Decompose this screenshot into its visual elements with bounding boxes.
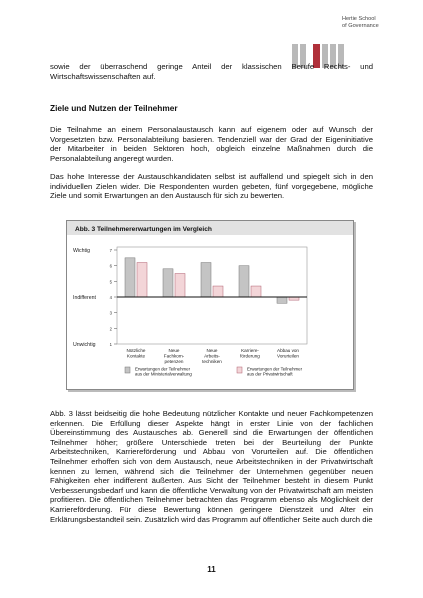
category-label: Abbau von — [277, 348, 299, 353]
paragraph-2: Das hohe Interesse der Austauschkandidaten selbst ist auffallend und spiegelt sich in den individuellen Zielen wider. Die Respondenten wurden gebeten, fünf vorgegebene, mögliche Ziele und somit Erwartungen an den Austausch für sich zu bewerten. — [50, 172, 373, 201]
legend-label: Erwartungen der Teilnehmer — [135, 366, 191, 372]
category-label: Arbeits- — [204, 353, 220, 359]
legend-label: aus der Privatwirtschaft — [247, 371, 293, 377]
bar — [213, 286, 223, 297]
y-tick-label: 7 — [109, 248, 112, 253]
y-tick-label: 5 — [109, 279, 112, 285]
logo-line-2: of Governance — [342, 23, 379, 29]
category-label: Neue — [206, 348, 218, 353]
logo-line-1: Hertie School — [342, 16, 376, 22]
figure-3-chart — [66, 220, 354, 390]
category-label: Karriere- — [241, 348, 259, 353]
bar — [251, 286, 261, 297]
legend-swatch — [125, 367, 130, 373]
intro-paragraph: sowie der überraschend geringe Anteil der klassischen Berufe Rechts- und Wirtschaftswissenschaften auf. — [50, 62, 373, 81]
section-heading: Ziele und Nutzen der Teilnehmer — [50, 103, 178, 113]
chart-svg — [67, 221, 353, 389]
chart-title: Abb. 3 Teilnehmererwartungen im Vergleich — [75, 226, 212, 233]
page-number: 11 — [207, 565, 216, 574]
bar — [163, 269, 173, 297]
bar — [201, 263, 211, 297]
y-text-label: Unwichtig — [73, 342, 96, 348]
y-text-label: Indifferent — [73, 295, 96, 301]
category-label: förderung — [240, 353, 260, 359]
y-tick-label: 2 — [109, 326, 112, 332]
category-label: petenzen — [164, 359, 184, 364]
y-tick-label: 1 — [109, 342, 112, 347]
category-label: Neue — [168, 348, 180, 353]
category-label: Nützliche — [126, 348, 146, 353]
category-label: techniken — [202, 359, 222, 364]
bar — [175, 274, 185, 298]
legend-label: aus der Ministerialverwaltung — [135, 371, 192, 377]
bar — [239, 266, 249, 297]
y-tick-label: 6 — [109, 263, 112, 269]
legend-swatch — [237, 367, 242, 373]
y-tick-label: 4 — [109, 295, 112, 300]
paragraph-1: Die Teilnahme an einem Personalaustausch kann auf eigenem oder auf Wunsch der Vorgesetzten bzw. Personalabteilung basieren. Tendenziell war der Grad der Eigeninitiative der Mitarbeiter in beiden Sektoren hoch, obgleich einzelne Maßnahmen durch die Personalabteilung angeregt wurden. — [50, 125, 373, 163]
category-label: Fachkom- — [163, 353, 185, 359]
category-label: Vorurteilen — [277, 353, 299, 359]
y-text-label: Wichtig — [73, 248, 91, 254]
y-tick-label: 3 — [109, 310, 112, 316]
paragraph-3: Abb. 3 lässt beidseitig die hohe Bedeutung nützlicher Kontakte und neuer Fachkompetenzen erkennen. Die Erfüllung dieser Aspekte hängt in erster Linie von der fachlichen Übereinstimmung des Austausches ab. Generell sind die Erwartungen der öffentlichen Teilnehmer höher; größere Unterschiede treten bei der Beurteilung der Punkte Arbeitstechniken, Karriereförderung und Abbau von Vorurteilen auf. Die öffentlichen Teilnehmer erhoffen sich von dem Austausch, neue Arbeitstechniken in der Privatwirtschaft kennen zu lernen, während sich die Teilnehmer der Unternehmen gegenüber neuen Fähigkeiten eher indifferent äußerten. Aus Sicht der Teilnehmer besteht in diesem Punkt Verbesserungsbedarf und kann die öffentliche Verwaltung von der Privatwirtschaft am meisten profitieren. Die öffentlichen Teilnehmer betrachten das Programm ebenso als Möglichkeit der Karriereförderung. Für diese Bewertung können geringere Dienstzeit und Alter ein Erklärungsbestandteil sein. Zusätzlich wird das Programm auf öffentlicher Seite auch durch die — [50, 409, 373, 524]
logo-text — [342, 16, 379, 30]
legend-label: Erwartungen der Teilnehmer — [247, 366, 303, 372]
bar — [277, 297, 287, 303]
bar — [125, 258, 135, 297]
category-label: Kontakte — [126, 353, 146, 359]
bar — [137, 263, 147, 297]
